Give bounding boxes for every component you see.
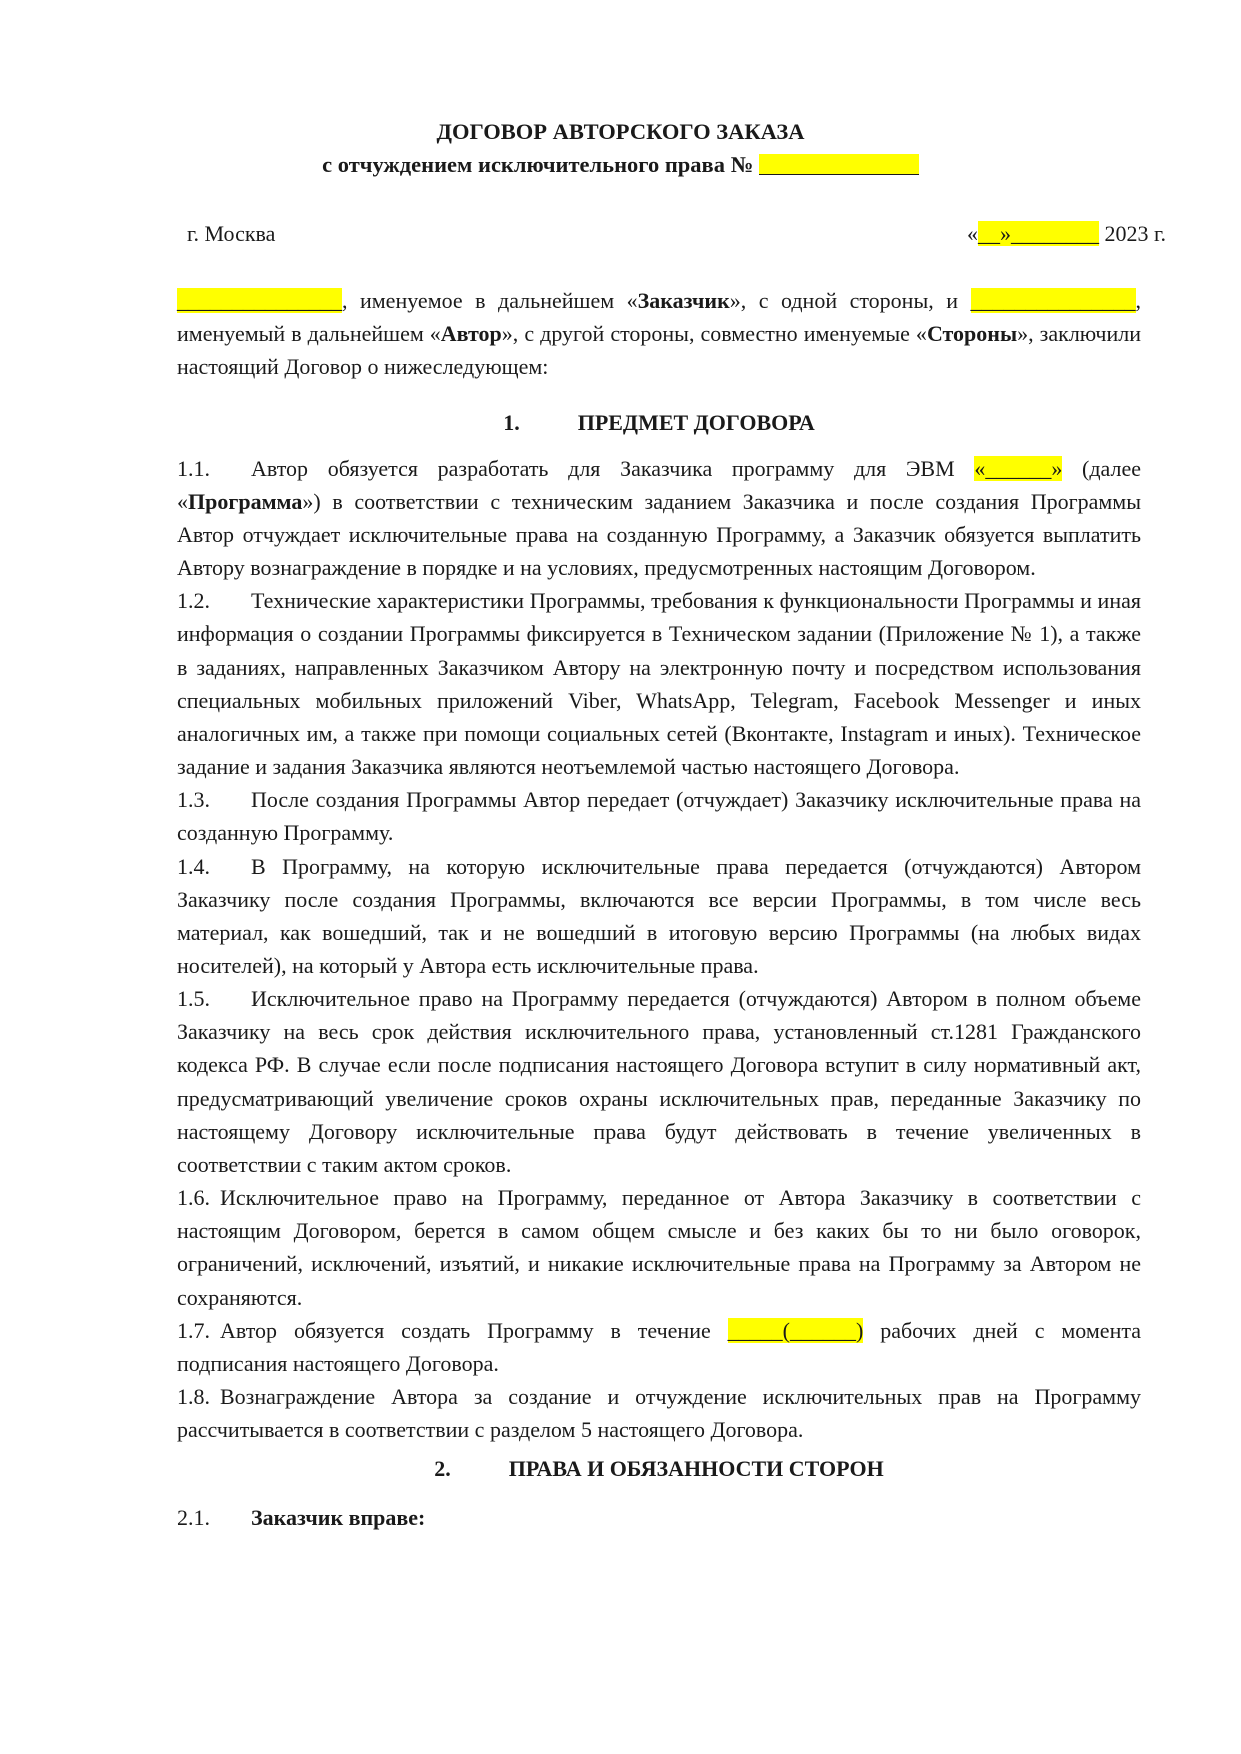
clause-number: 1.1.	[177, 455, 210, 481]
clause-number: 1.5.	[177, 986, 210, 1012]
program-name-blank: «______»	[974, 455, 1063, 481]
clause-1-8	[177, 1380, 1141, 1446]
clause-text: Технические характеристики Программы, требования к функциональности Программы и иная информация о создании Программы фиксируется в Техническом задании (Приложение № 1), а также в заданиях, направленных Заказчиком Автору на электронную почту и посредством использования специальных мобильных приложений Viber, WhatsApp, Telegram, Facebook Messenger и иных аналогичных им, а также при помощи социальных сетей (Вконтакте, Instagram и иных). Техническое задание и задания Заказчика являются неотъемлемой частью настоящего Договора.	[177, 588, 1141, 780]
subtitle-text: с отчуждением исключительного права №	[322, 152, 754, 177]
clause-1-5	[177, 982, 1141, 1181]
document-title: ДОГОВОР АВТОРСКОГО ЗАКАЗА	[436, 119, 805, 144]
clause-text: Автор обязуется разработать для Заказчика программу для ЭВМ	[251, 455, 975, 481]
clause-number: 1.6.	[177, 1185, 210, 1211]
days-count-blank: _____(______)	[727, 1317, 864, 1343]
clause-number: 1.7.	[177, 1317, 210, 1343]
contract-date	[967, 221, 1166, 247]
date-year: 2023 г.	[1098, 221, 1166, 246]
date-month-blank: ________	[1010, 221, 1099, 246]
city-label: г. Москва	[187, 221, 276, 246]
party2-blank: _______________	[970, 288, 1136, 313]
intro-text: », с одной стороны, и	[729, 288, 971, 313]
clause-text: Вознаграждение Автора за создание и отчуждение исключительных прав на Программу рассчитывается в соответствии с разделом 5 настоящего Договора.	[177, 1384, 1141, 1443]
clause-text: В Программу, на которую исключительные права передается (отчуждаются) Автором Заказчику после создания Программы, включаются все версии Программы, в том числе весь материал, как вошедший, так и не вошедший в итоговую версию Программы (на любых видах носителей), на который у Автора есть исключительные права.	[177, 853, 1141, 978]
clause-text: После создания Программы Автор передает (отчуждает) Заказчику исключительные права на созданную Программу.	[177, 787, 1141, 846]
clause-text: рабочих дней с момента подписания настоящего Договора.	[177, 1317, 1141, 1376]
clause-text: Автор обязуется создать Программу в течение	[220, 1317, 728, 1343]
clause-text: ») в соответствии с техническим заданием Заказчика и после создания Программы Автор отчуждает исключительные права на созданную Программу, а Заказчик обязуется выплатить Автору вознаграждение в порядке и на условиях, предусмотренных настоящим Договором.	[177, 488, 1141, 581]
clause-text: (далее «	[177, 455, 1141, 514]
clause-number: 1.2.	[177, 588, 210, 614]
document-subtitle	[0, 152, 1241, 178]
clause-text: Исключительное право на Программу передается (отчуждаются) Автором в полном объеме Заказчику на весь срок действия исключительного права, установленный ст.1281 Гражданского кодекса РФ. В случае если после подписания настоящего Договора вступит в силу нормативный акт, предусматривающий увеличение сроков охраны исключительных прав, переданные Заказчику по настоящему Договору исключительные права будут действовать в течение увеличенных в соответствии с таким актом сроков.	[177, 986, 1141, 1177]
party2-role: Автор	[440, 321, 502, 347]
document-body	[177, 284, 1141, 1535]
clause-1-2	[177, 584, 1141, 783]
clause-number: 2.1.	[177, 1505, 210, 1531]
intro-text: », с другой стороны, совместно именуемые «	[501, 321, 927, 347]
clause-1-1	[177, 452, 1141, 585]
clause-number: 1.8.	[177, 1384, 210, 1409]
section-heading-1	[177, 406, 1141, 439]
clause-1-3	[177, 783, 1141, 849]
party1-blank: _______________	[177, 288, 342, 313]
program-term: Программа	[188, 488, 303, 514]
contract-number-blank	[759, 154, 919, 175]
intro-text: », заключили настоящий Договор о нижеследующем:	[177, 321, 1141, 380]
section-number: 2.	[434, 1456, 451, 1482]
section-title: ПРАВА И ОБЯЗАННОСТИ СТОРОН	[508, 1456, 884, 1482]
section-number: 1.	[503, 410, 520, 436]
clause-text: Исключительное право на Программу, переданное от Автора Заказчику в соответствии с настоящим Договором, берется в самом общем смысле и без каких бы то ни было оговорок, ограничений, исключений, изъятий, и никакие исключительные права на Программу за Автором не сохраняются.	[177, 1185, 1141, 1310]
clause-1-4	[177, 850, 1141, 983]
clause-2-1	[177, 1501, 1141, 1534]
clause-heading: Заказчик вправе:	[251, 1505, 426, 1531]
clause-1-7	[177, 1314, 1141, 1380]
clause-1-6	[177, 1181, 1141, 1314]
date-open-quote: «	[966, 221, 978, 246]
date-day-blank: __»	[977, 221, 1011, 246]
parties-term: Стороны	[926, 321, 1018, 347]
section-heading-2	[177, 1452, 1141, 1485]
section-title: ПРЕДМЕТ ДОГОВОРА	[577, 410, 815, 436]
clause-number: 1.3.	[177, 787, 210, 813]
intro-text: , именуемое в дальнейшем «	[342, 288, 638, 313]
clause-number: 1.4.	[177, 853, 210, 879]
intro-paragraph	[177, 284, 1141, 383]
party1-role: Заказчик	[637, 288, 730, 313]
intro-text: , именуемый в дальнейшем «	[177, 288, 1141, 347]
